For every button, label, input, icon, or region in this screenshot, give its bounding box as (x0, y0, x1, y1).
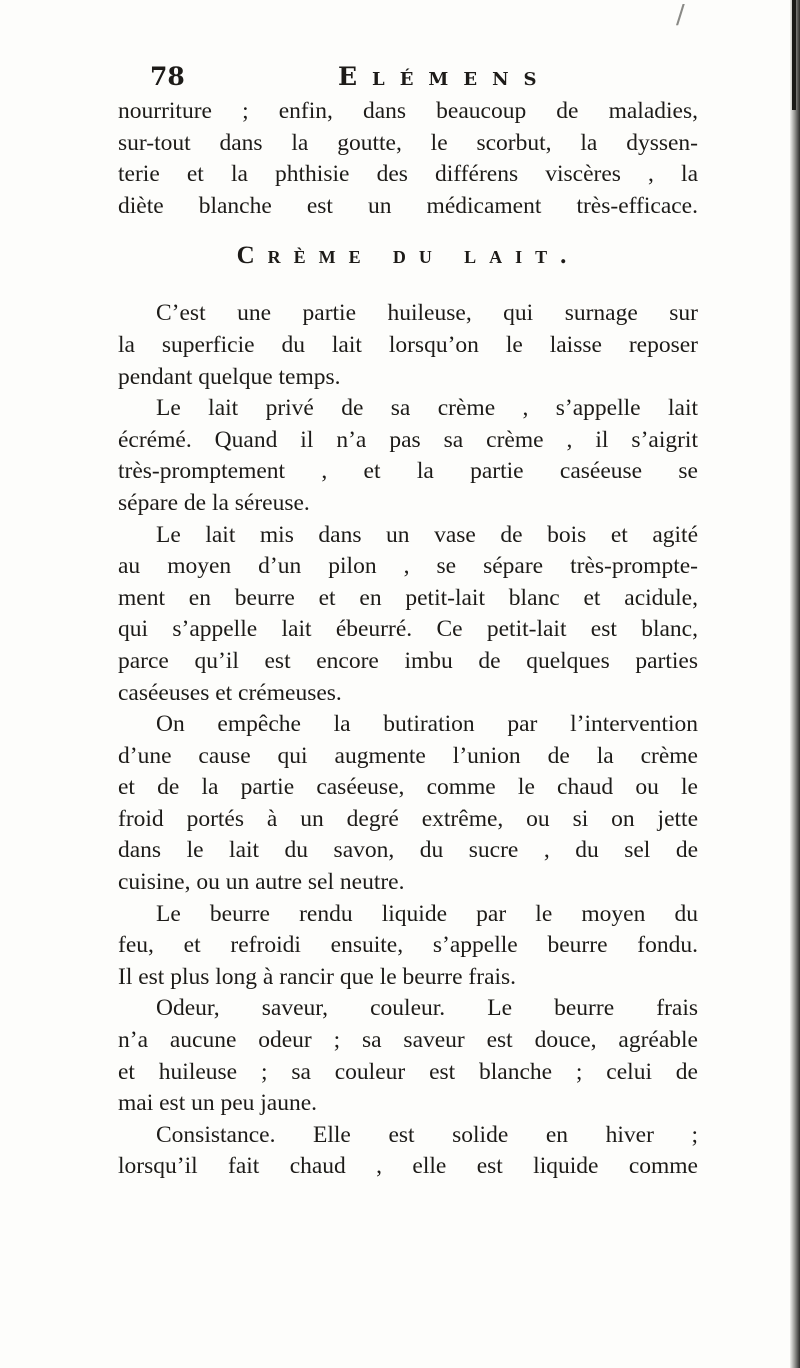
text-line: terie et la phthisie des différens viscères , la (118, 161, 698, 188)
text-line: dans le lait du savon, du sucre , du sel de (118, 837, 698, 864)
text-line: sépare de la séreuse. (118, 489, 310, 516)
text-line: cuisine, ou un autre sel neutre. (118, 869, 405, 896)
text-line: au moyen d’un pilon , se sépare très-prompte- (118, 553, 698, 580)
text-line: froid portés à un degré extrême, ou si on jette (118, 805, 698, 832)
text-line: pendant quelque temps. (118, 363, 341, 390)
text-line: Le lait mis dans un vase de bois et agité (156, 521, 698, 548)
paragraph-intro (118, 96, 698, 222)
text-line: feu, et refroidi ensuite, s’appelle beurre fondu. (118, 932, 698, 959)
text-line: caséeuses et crémeuses. (118, 679, 342, 706)
text-line: mai est un peu jaune. (118, 1090, 318, 1117)
text-line: On empêche la butiration par l’intervention (156, 711, 698, 738)
text-line: lorsqu’il fait chaud , elle est liquide comme (118, 1153, 698, 1180)
text-line: parce qu’il est encore imbu de quelques parties (118, 647, 698, 674)
text-line: d’une cause qui augmente l’union de la crème (118, 742, 698, 769)
text-line: diète blanche est un médicament très-efficace. (118, 192, 698, 219)
ink-mark-slash: / (676, 0, 685, 30)
text-line: qui s’appelle lait ébeurré. Ce petit-lait est blanc, (118, 616, 698, 643)
text-line: écrémé. Quand il n’a pas sa crème , il s’aigrit (118, 426, 698, 453)
text-line: Odeur, saveur, couleur. Le beurre frais (156, 995, 698, 1022)
text-line: et huileuse ; sa couleur est blanche ; celui de (118, 1058, 698, 1085)
text-line: n’a aucune odeur ; sa saveur est douce, agréable (118, 1027, 698, 1054)
page-number: 78 (150, 62, 185, 91)
text-line: Le beurre rendu liquide par le moyen du (156, 900, 698, 927)
text-line: nourriture ; enfin, dans beaucoup de maladies, (118, 98, 698, 124)
text-line: Il est plus long à rancir que le beurre frais. (118, 963, 517, 990)
text-line: sur-tout dans la goutte, le scorbut, la dyssen- (118, 129, 698, 156)
text-line: et de la partie caséeuse, comme le chaud ou le (118, 774, 698, 801)
text-line: C’est une partie huileuse, qui surnage sur (156, 300, 698, 327)
text-line: Le lait privé de sa crème , s’appelle lait (156, 395, 698, 422)
page-edge-shadow (790, 0, 800, 1368)
section-heading: Crème du lait. (236, 242, 580, 270)
text-line: Consistance. Elle est solide en hiver ; (156, 1121, 698, 1148)
section-body (118, 298, 698, 1183)
page-edge-dark-strip (792, 0, 796, 110)
text-line: très-promptement , et la partie caséeuse se (118, 458, 698, 485)
running-title: Elémens (338, 62, 552, 91)
page-text (118, 96, 698, 1183)
text-line: ment en beurre et en petit-lait blanc et acidule, (118, 584, 698, 611)
text-line: la superficie du lait lorsqu’on le laisse reposer (118, 331, 698, 358)
page-header (150, 62, 610, 96)
